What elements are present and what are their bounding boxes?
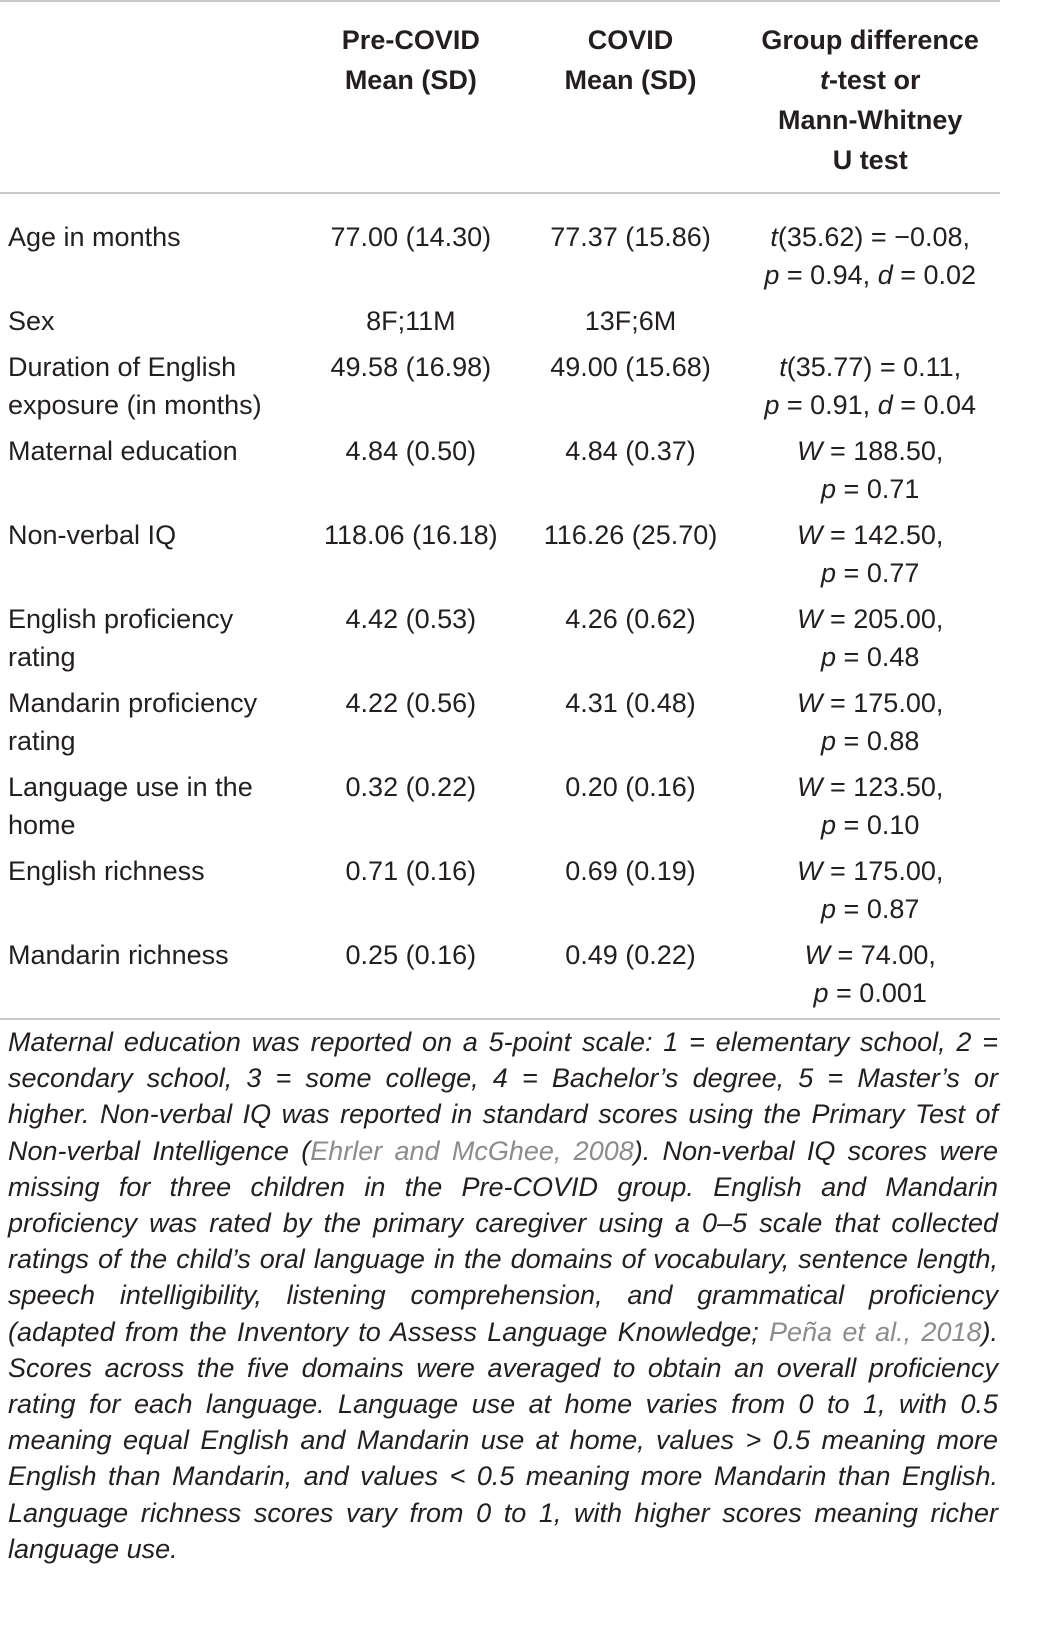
header-covid: [521, 1, 741, 193]
covid-value: 0.49 (0.22): [521, 932, 741, 1019]
header-pre-covid-sub: Mean (SD): [344, 65, 477, 95]
header-covid-title: COVID: [587, 25, 674, 55]
row-label: [0, 932, 301, 1019]
table-row: [0, 428, 1000, 512]
covid-value: 4.31 (0.48): [565, 688, 696, 718]
table-row: [0, 596, 1000, 680]
stat-line-2: [744, 974, 996, 1012]
reference-link-ehrler[interactable]: Ehrler and McGhee, 2008: [310, 1135, 634, 1166]
stat-value-1: = 123.50,: [822, 772, 944, 802]
row-label-line-1: Duration of English: [8, 352, 237, 382]
header-t-symbol: t: [819, 65, 829, 95]
stat-symbol-2: p: [821, 810, 837, 840]
stat-value-2: = 0.001: [828, 978, 927, 1008]
stat-value-1: = 205.00,: [822, 604, 944, 634]
stat-symbol-3: d: [877, 260, 893, 290]
stat-symbol-1: W: [797, 604, 823, 634]
header-group-difference: [740, 1, 1000, 193]
row-label-line-1: Mandarin richness: [8, 940, 229, 970]
stat-symbol-2: p: [821, 726, 837, 756]
stat-value-3: = 0.04: [892, 390, 977, 420]
header-pre-covid: [301, 1, 521, 193]
row-label-line-2: rating: [8, 726, 76, 756]
stat-value-2: = 0.48: [836, 642, 920, 672]
stat-value-1: = 74.00,: [830, 940, 936, 970]
stat-line-1: [744, 768, 996, 806]
pre-covid-value: 4.42 (0.53): [345, 604, 477, 634]
stat-symbol-1: W: [797, 520, 823, 550]
pre-covid-value: 118.06 (16.18): [324, 520, 498, 550]
stat-symbol-1: t: [770, 222, 778, 252]
stat-value-2: = 0.94,: [779, 260, 878, 290]
group-difference-value: [740, 848, 1000, 932]
table-row: [0, 764, 1000, 848]
row-label: [0, 512, 301, 596]
table-row: [0, 680, 1000, 764]
header-covid-sub: Mean (SD): [564, 65, 697, 95]
stat-symbol-1: W: [797, 688, 823, 718]
header-test-or: -test or: [828, 65, 921, 95]
group-difference-value: [740, 596, 1000, 680]
stat-line-2: [744, 638, 996, 676]
row-label: [0, 344, 301, 428]
covid-value: 13F;6M: [584, 306, 677, 336]
stat-line-2: [744, 554, 996, 592]
table-header: [0, 1, 1000, 193]
stat-value-1: = 175.00,: [822, 688, 944, 718]
row-label: [0, 428, 301, 512]
stat-symbol-1: W: [797, 856, 823, 886]
stat-symbol-2: p: [821, 474, 837, 504]
row-label: [0, 298, 301, 344]
footnote-part-2: ). Non-verbal IQ scores were missing for three children in the Pre-COVID group. English and Mandarin proficiency was rated by the primary caregiver using a 0–5 scale that collected ratings of the child’s oral language in the domains of vocabulary, sentence length, speech intelligibility, listening comprehension, and grammatical proficiency (adapted from the Inventory to Assess Language Knowledge;: [8, 1135, 998, 1347]
header-diff-line4: U test: [832, 145, 908, 175]
stat-line-2: [744, 386, 996, 424]
row-label: [0, 596, 301, 680]
stat-line-1: [744, 432, 996, 470]
stat-symbol-3: d: [877, 390, 893, 420]
reference-link-pena[interactable]: Peña et al., 2018: [769, 1316, 982, 1347]
row-label: [0, 848, 301, 932]
group-difference-value: [740, 680, 1000, 764]
covid-value: 4.84 (0.37): [565, 436, 696, 466]
group-difference-value: [740, 932, 1000, 1019]
stat-line-2: [744, 256, 996, 294]
stat-value-1: = 142.50,: [822, 520, 944, 550]
table-footnote: [8, 1024, 998, 1567]
row-label-line-1: Language use in the: [8, 772, 253, 802]
stat-symbol-2: p: [821, 558, 837, 588]
covid-value: 0.20 (0.16): [565, 772, 696, 802]
table-body: [0, 193, 1000, 1019]
group-difference-value: [740, 344, 1000, 428]
stat-value-2: = 0.71: [836, 474, 920, 504]
stat-value-1: (35.77) = 0.11,: [786, 352, 962, 382]
group-difference-value: [740, 428, 1000, 512]
stat-symbol-1: t: [779, 352, 787, 382]
header-row: [0, 1, 1000, 193]
row-label-line-1: English proficiency: [8, 604, 234, 634]
row-label: [0, 680, 301, 764]
header-diff-line2: [744, 60, 996, 100]
stat-symbol-1: W: [797, 772, 823, 802]
stat-line-2: [744, 890, 996, 928]
stat-value-2: = 0.88: [836, 726, 920, 756]
pre-covid-value: 4.22 (0.56): [345, 688, 477, 718]
group-difference-value: [740, 298, 1000, 344]
row-label-line-1: Sex: [8, 306, 55, 336]
row-label: [0, 193, 301, 298]
stat-line-2: [744, 806, 996, 844]
footnote-part-1: Maternal education was reported on a 5-point scale: 1 = elementary school, 2 = secondary school, 3 = some college, 4 = Bachelor’s degree, 5 = Master’s or higher. Non-verbal IQ was reported in standard scores using the Primary Test of Non-verbal Intelligence (: [8, 1027, 998, 1166]
stat-value-1: (35.62) = −0.08,: [777, 222, 971, 252]
row-label-line-1: Mandarin proficiency: [8, 688, 258, 718]
pre-covid-value: 0.71 (0.16): [345, 856, 477, 886]
row-label-line-2: exposure (in months): [8, 390, 262, 420]
stat-line-2: [744, 722, 996, 760]
pre-covid-value: 0.32 (0.22): [345, 772, 477, 802]
stat-value-1: = 175.00,: [822, 856, 944, 886]
row-label-line-1: Non-verbal IQ: [8, 520, 177, 550]
stat-line-1: [744, 348, 996, 386]
pre-covid-value: 4.84 (0.50): [345, 436, 477, 466]
group-difference-value: [740, 764, 1000, 848]
stat-symbol-2: p: [764, 260, 780, 290]
stat-value-3: = 0.02: [892, 260, 977, 290]
stat-symbol-2: p: [821, 894, 837, 924]
header-pre-covid-title: Pre-COVID: [341, 25, 480, 55]
stat-line-1: [744, 218, 996, 256]
header-label-cell: [0, 1, 301, 193]
stat-value-2: = 0.10: [836, 810, 920, 840]
stat-symbol-1: W: [804, 940, 831, 970]
row-label: [0, 764, 301, 848]
covid-value: 0.69 (0.19): [565, 856, 696, 886]
row-label-line-1: Maternal education: [8, 436, 238, 466]
pre-covid-value: 0.25 (0.16): [301, 932, 521, 1019]
pre-covid-value: 49.58 (16.98): [330, 352, 492, 382]
covid-value: 4.26 (0.62): [565, 604, 696, 634]
covid-value: 49.00 (15.68): [550, 352, 711, 382]
stat-value-2: = 0.87: [836, 894, 920, 924]
pre-covid-value: 8F;11M: [366, 306, 456, 336]
row-label-line-2: rating: [8, 642, 76, 672]
table-row: [0, 512, 1000, 596]
stat-line-2: [744, 470, 996, 508]
stat-symbol-2: p: [813, 978, 829, 1008]
stat-line-1: [744, 852, 996, 890]
table-row: [0, 298, 1000, 344]
header-diff-title: Group difference: [761, 25, 979, 55]
pre-covid-value: 77.00 (14.30): [330, 222, 492, 252]
stat-line-1: [744, 936, 996, 974]
table-row: [0, 344, 1000, 428]
stat-line-1: [744, 600, 996, 638]
row-label-line-1: English richness: [8, 856, 205, 886]
stat-value-2: = 0.77: [836, 558, 920, 588]
stat-line-1: [744, 516, 996, 554]
group-difference-value: [740, 193, 1000, 298]
stat-symbol-2: p: [764, 390, 780, 420]
group-difference-value: [740, 512, 1000, 596]
stat-value-1: = 188.50,: [822, 436, 944, 466]
row-label-line-2: home: [8, 810, 76, 840]
row-label-line-1: Age in months: [8, 222, 181, 252]
covid-value: 116.26 (25.70): [543, 520, 718, 550]
covid-value: 77.37 (15.86): [550, 222, 711, 252]
footnote-part-3: ). Scores across the five domains were averaged to obtain an overall proficiency rating for each language. Language use at home varies from 0 to 1, with 0.5 meaning equal English and Mandarin use at home, values > 0.5 meaning more English than Mandarin, and values < 0.5 meaning more Mandarin than English. Language richness scores vary from 0 to 1, with higher scores meaning richer language use.: [8, 1316, 998, 1564]
stat-value-2: = 0.91,: [779, 390, 878, 420]
header-diff-line3: Mann-Whitney: [777, 105, 963, 135]
table-row: [0, 932, 1000, 1019]
stat-symbol-2: p: [821, 642, 837, 672]
stat-line-1: [744, 684, 996, 722]
table-row: [0, 848, 1000, 932]
table-row: [0, 193, 1000, 298]
stat-symbol-1: W: [797, 436, 823, 466]
